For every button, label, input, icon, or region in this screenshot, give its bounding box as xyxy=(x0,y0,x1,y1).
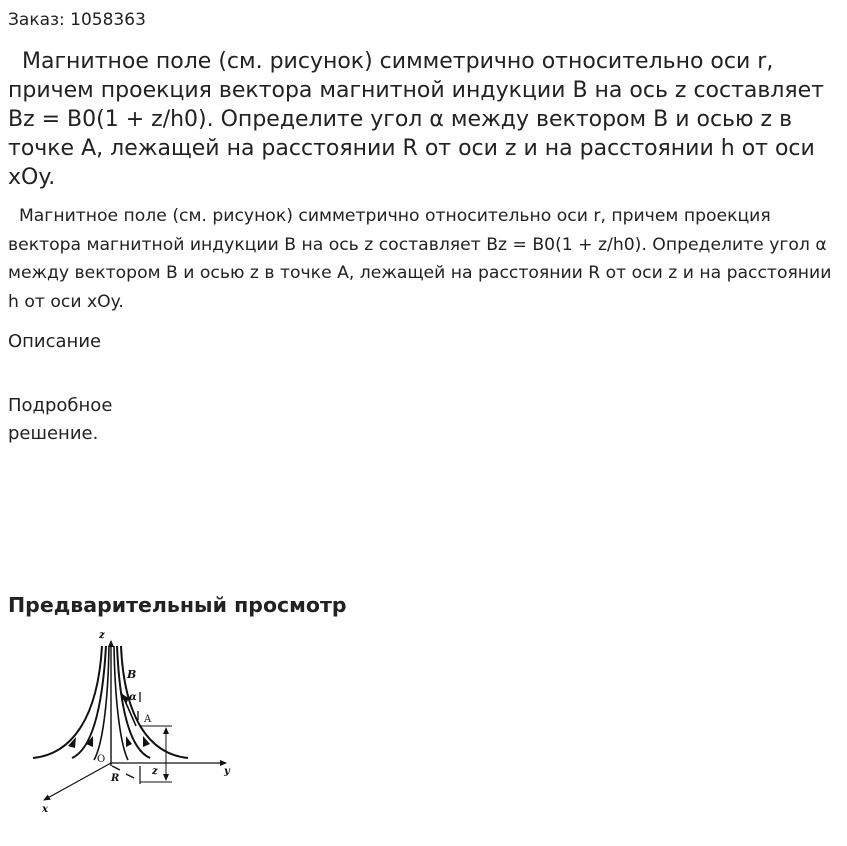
point-a-label: A xyxy=(144,714,152,725)
description-heading: Описание xyxy=(8,331,102,352)
z-axis-label: z xyxy=(99,630,105,641)
origin-label: O xyxy=(97,754,106,765)
y-axis-label: y xyxy=(224,766,230,777)
body-indent xyxy=(8,206,19,226)
task-title-text: Магнитное поле (см. рисунок) симметрично относительно оси r, причем проекция вектора магнитной индукции B на ось z составляет Bz = B0(1 + z/h0). Определите угол α между вектором B и осью z в точке A, лежащей на расстоянии R от оси z и на расстоянии h от оси xOy. xyxy=(8,49,824,190)
order-number: Заказ: 1058363 xyxy=(8,10,146,30)
r-dash-2 xyxy=(126,774,134,778)
title-indent xyxy=(8,49,22,74)
x-axis-label: x xyxy=(42,804,48,815)
task-body-text: Магнитное поле (см. рисунок) симметрично относительно оси r, причем проекция вектора магнитной индукции B на ось z составляет Bz = B0(1 + z/h0). Определите угол α между вектором B и осью z в точке A, лежащей на расстоянии R от оси z и на расстоянии h от оси xOy. xyxy=(8,206,832,312)
x-axis xyxy=(44,763,111,800)
alpha-label: α xyxy=(129,692,137,703)
preview-heading: Предварительный просмотр xyxy=(8,593,347,617)
magnetic-field-diagram xyxy=(28,626,240,818)
r-dash-1 xyxy=(112,766,120,770)
field-arrow-3 xyxy=(126,736,132,747)
b-label: B xyxy=(127,668,137,681)
task-title xyxy=(8,47,838,192)
description-text: Подробное решение. xyxy=(8,395,113,444)
task-body xyxy=(8,202,838,316)
height-label: z xyxy=(152,766,158,777)
r-label: R xyxy=(111,773,120,784)
preview-figure xyxy=(28,626,240,818)
